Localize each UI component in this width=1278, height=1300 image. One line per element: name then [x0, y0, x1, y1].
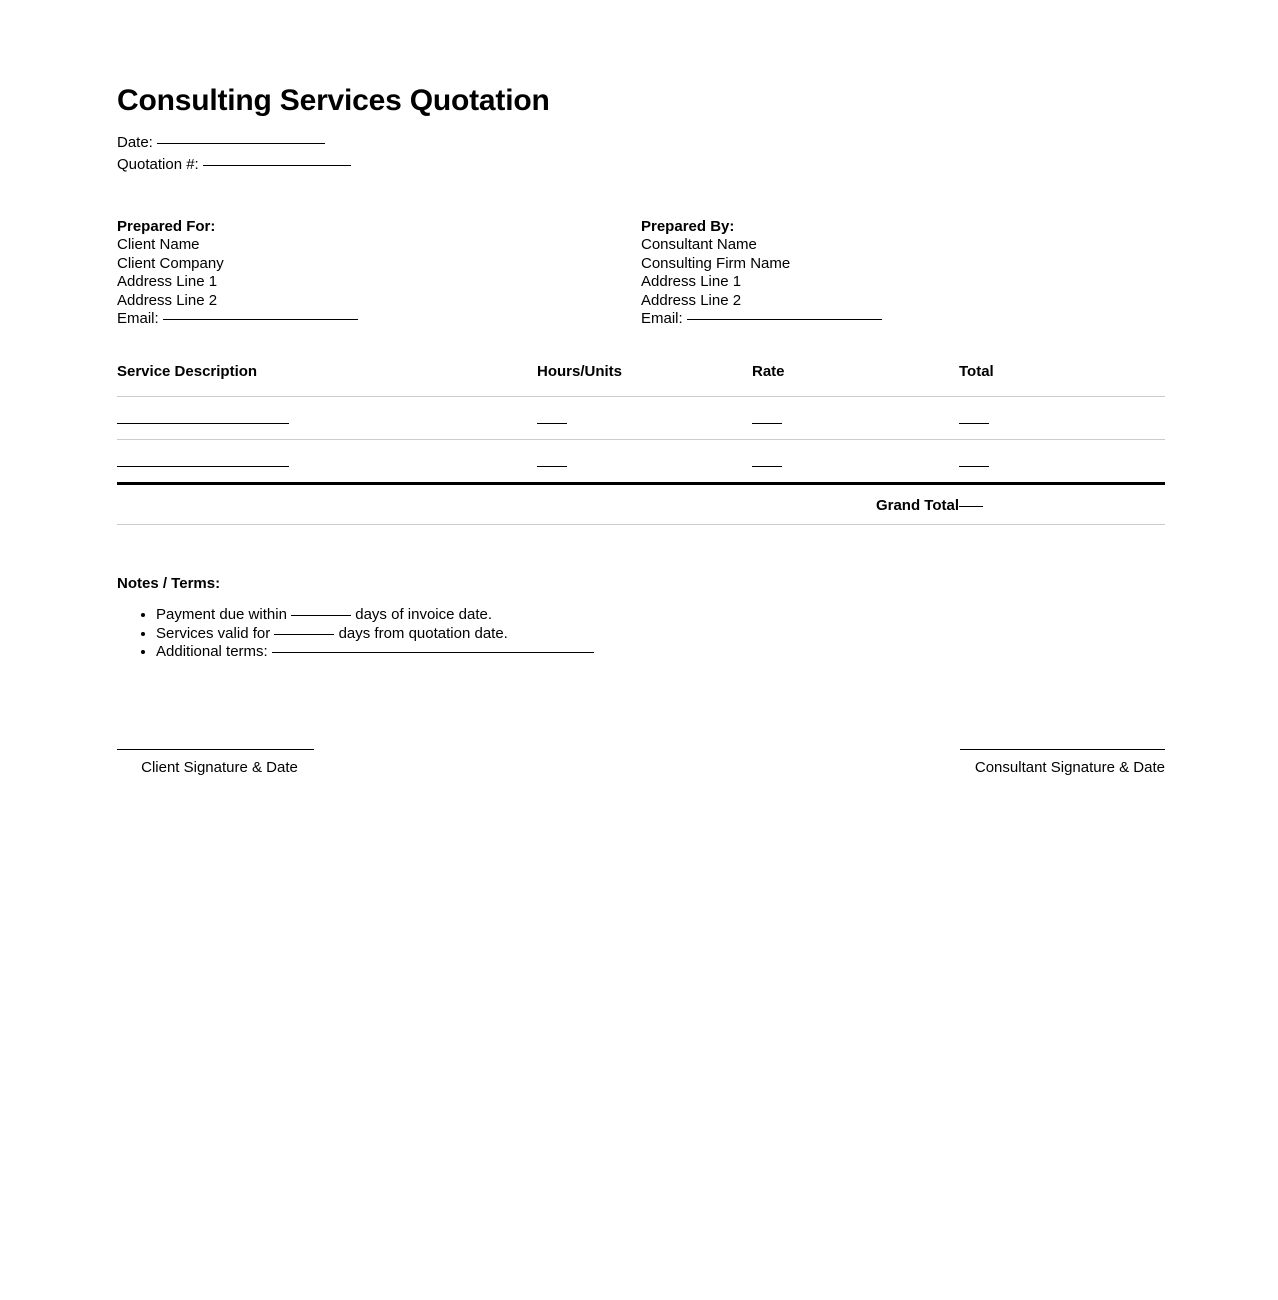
date-input-blank[interactable] [157, 143, 325, 144]
cell-hours-units [537, 440, 752, 484]
date-label: Date: [117, 134, 153, 151]
prepared-for-block [117, 218, 641, 328]
cell-total [959, 397, 1165, 440]
payment-terms-prefix: Payment due within [156, 606, 287, 624]
validity-days-input-blank[interactable] [274, 634, 334, 635]
grand-total-row [117, 484, 1165, 525]
validity-terms-suffix: days from quotation date. [338, 624, 508, 642]
client-signature-label: Client Signature & Date [141, 758, 298, 776]
cell-service-description [117, 397, 537, 440]
hours-units-input-blank[interactable] [537, 466, 567, 467]
additional-terms-input-blank[interactable] [272, 652, 594, 653]
client-company: Client Company [117, 254, 224, 272]
cell-rate [752, 397, 959, 440]
date-field-row [117, 132, 1165, 154]
consultant-address-line-2: Address Line 2 [641, 291, 742, 309]
grand-total-spacer-2 [537, 484, 752, 525]
prepared-for-heading: Prepared For: [117, 218, 216, 235]
list-item [156, 643, 1165, 662]
column-header-service-description: Service Description [117, 363, 537, 397]
client-email-row [117, 310, 641, 328]
list-item [156, 606, 1165, 625]
table-header-row [117, 363, 1165, 397]
prepared-by-block [641, 218, 1165, 328]
column-header-rate: Rate [752, 363, 959, 397]
payment-days-input-blank[interactable] [291, 615, 351, 616]
table-row [117, 440, 1165, 484]
total-input-blank[interactable] [959, 466, 989, 467]
client-address-line-1: Address Line 1 [117, 273, 218, 291]
consultant-email-input-blank[interactable] [687, 319, 882, 320]
quotation-number-field-row [117, 154, 1165, 176]
consultant-signature-block [960, 749, 1165, 777]
table-row [117, 397, 1165, 440]
validity-terms-prefix: Services valid for [156, 624, 271, 642]
service-description-input-blank[interactable] [117, 423, 289, 424]
column-header-total: Total [959, 363, 1165, 397]
grand-total-label: Grand Total [752, 484, 959, 525]
notes-terms-heading: Notes / Terms: [117, 575, 221, 593]
quotation-number-input-blank[interactable] [203, 165, 351, 166]
client-email-label: Email: [117, 310, 159, 328]
client-email-input-blank[interactable] [163, 319, 358, 320]
signatures-section [117, 749, 1165, 777]
grand-total-spacer-1 [117, 484, 537, 525]
rate-input-blank[interactable] [752, 466, 782, 467]
consultant-email-row [641, 310, 1165, 328]
column-header-hours-units: Hours/Units [537, 363, 752, 397]
grand-total-input-blank[interactable] [959, 506, 983, 507]
consulting-firm-name: Consulting Firm Name [641, 254, 791, 272]
cell-grand-total [959, 484, 1165, 525]
additional-terms-prefix: Additional terms: [156, 643, 268, 661]
client-name: Client Name [117, 236, 200, 254]
consultant-email-label: Email: [641, 310, 683, 328]
list-item [156, 625, 1165, 644]
hours-units-input-blank[interactable] [537, 423, 567, 424]
line-items-table [117, 363, 1165, 525]
client-signature-line[interactable] [117, 749, 314, 750]
client-signature-block [117, 749, 322, 777]
cell-total [959, 440, 1165, 484]
client-address-line-2: Address Line 2 [117, 291, 218, 309]
cell-rate [752, 440, 959, 484]
consultant-name: Consultant Name [641, 236, 757, 254]
consultant-signature-label: Consultant Signature & Date [974, 758, 1165, 776]
notes-terms-list [117, 606, 1165, 662]
quotation-number-label: Quotation #: [117, 156, 199, 173]
total-input-blank[interactable] [959, 423, 989, 424]
cell-service-description [117, 440, 537, 484]
service-description-input-blank[interactable] [117, 466, 289, 467]
rate-input-blank[interactable] [752, 423, 782, 424]
cell-hours-units [537, 397, 752, 440]
payment-terms-suffix: days of invoice date. [355, 606, 493, 624]
consultant-signature-line[interactable] [960, 749, 1165, 750]
page-title: Consulting Services Quotation [117, 84, 550, 117]
consultant-address-line-1: Address Line 1 [641, 273, 742, 291]
parties-section [117, 218, 1165, 328]
prepared-by-heading: Prepared By: [641, 218, 735, 235]
